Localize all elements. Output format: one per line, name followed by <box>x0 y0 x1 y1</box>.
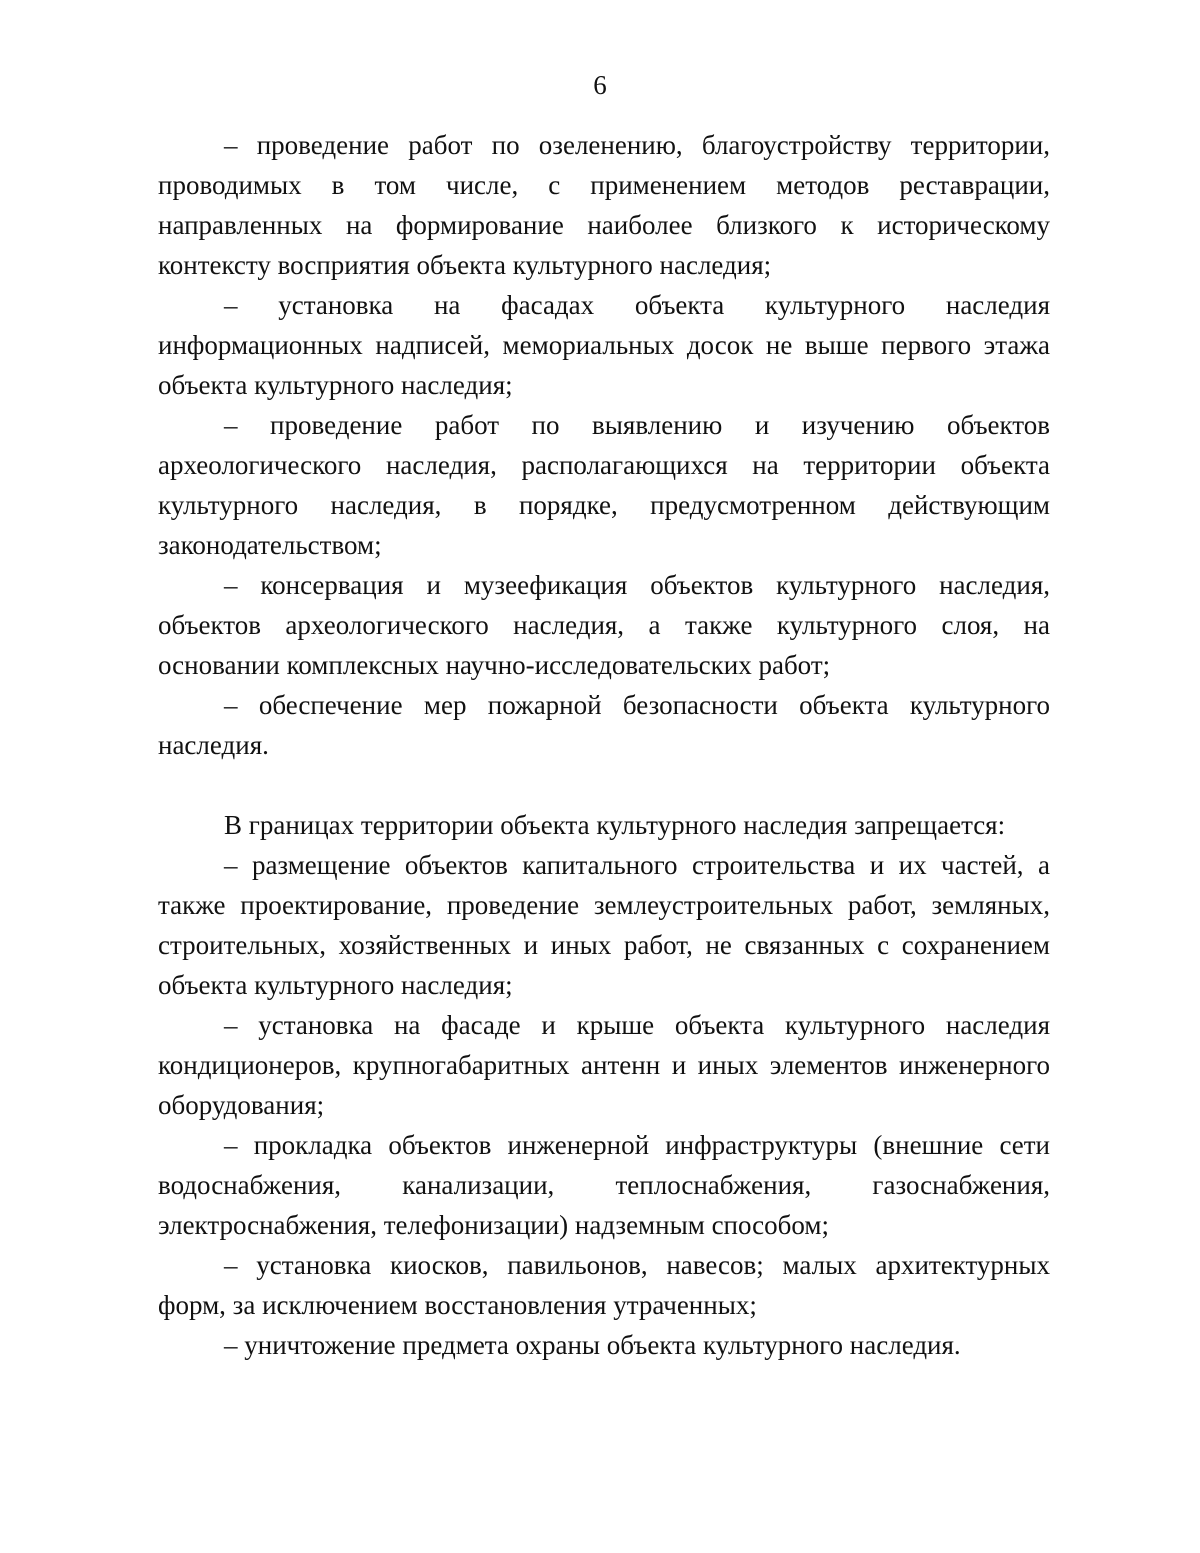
prohibited-item-3: – прокладка объектов инженерной инфраструктуры (внешние сети водоснабжения, канализации, теплоснабжения, газоснабжения, электроснабжения, телефонизации) надземным способом; <box>158 1130 1050 1240</box>
permitted-item-3: – проведение работ по выявлению и изучению объектов археологического наследия, располагающихся на территории объекта культурного наследия, в порядке, предусмотренном действующим законодательством; <box>158 410 1050 560</box>
page-content <box>158 125 1050 1365</box>
permitted-item-2: – установка на фасадах объекта культурного наследия информационных надписей, мемориальных досок не выше первого этажа объекта культурного наследия; <box>158 290 1050 400</box>
prohibited-item-2: – установка на фасаде и крыше объекта культурного наследия кондиционеров, крупногабаритных антенн и иных элементов инженерного оборудования; <box>158 1010 1050 1120</box>
permitted-item-1: – проведение работ по озеленению, благоустройству территории, проводимых в том числе, с применением методов реставрации, направленных на формирование наиболее близкого к историческому контексту восприятия объекта культурного наследия; <box>158 130 1050 280</box>
prohibited-item-4: – установка киосков, павильонов, навесов; малых архитектурных форм, за исключением восстановления утраченных; <box>158 1250 1050 1320</box>
prohibited-intro: В границах территории объекта культурного наследия запрещается: <box>224 810 1006 840</box>
prohibited-item-1: – размещение объектов капитального строительства и их частей, а также проектирование, проведение землеустроительных работ, земляных, строительных, хозяйственных и иных работ, не связанных с сохранением объекта культурного наследия; <box>158 850 1050 1000</box>
prohibited-item-5: – уничтожение предмета охраны объекта культурного наследия. <box>224 1330 961 1360</box>
permitted-item-4: – консервация и музеефикация объектов культурного наследия, объектов археологического наследия, а также культурного слоя, на основании комплексных научно-исследовательских работ; <box>158 570 1050 680</box>
permitted-item-5: – обеспечение мер пожарной безопасности объекта культурного наследия. <box>158 690 1050 760</box>
page-number: 6 <box>593 70 607 100</box>
